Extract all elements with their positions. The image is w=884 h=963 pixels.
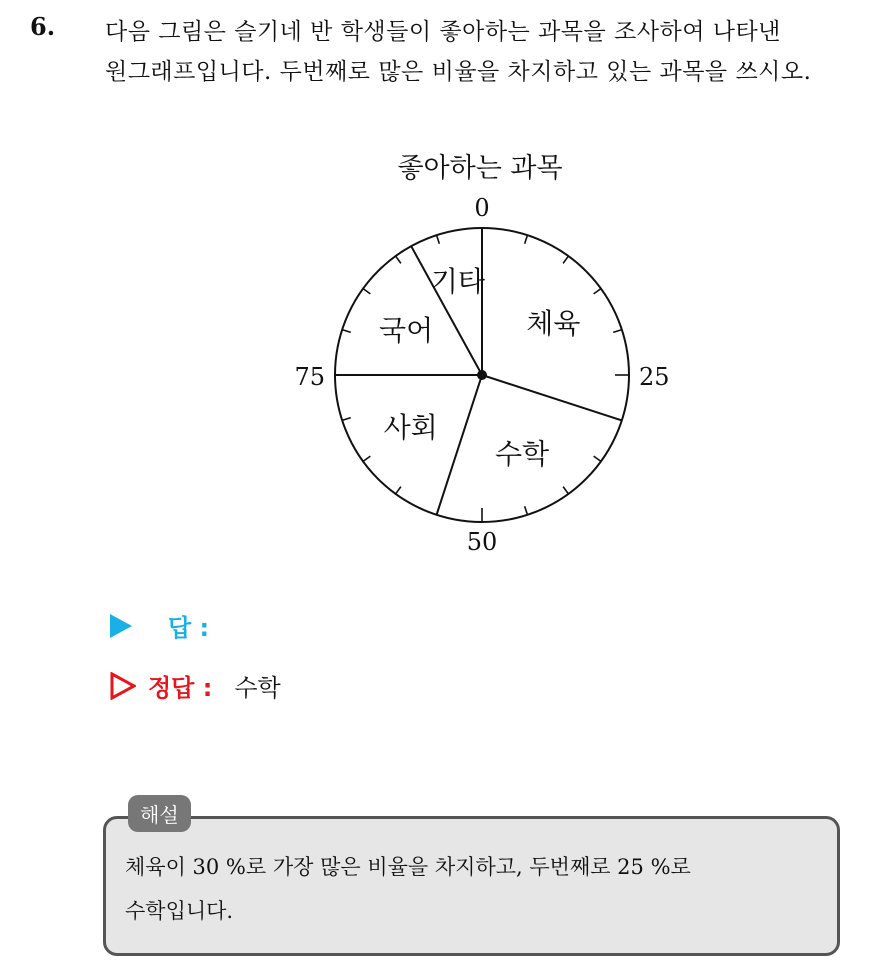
answer-key-value: 수학 — [234, 674, 281, 702]
minor-tick — [437, 235, 440, 244]
outline-triangle-icon — [110, 672, 136, 700]
minor-tick — [396, 487, 401, 494]
answer-key-label: 정답 : — [148, 674, 213, 702]
tick-label-75: 75 — [294, 363, 325, 391]
tick-label-50: 50 — [466, 528, 498, 556]
minor-tick — [563, 487, 568, 494]
tick-label-25: 25 — [639, 363, 670, 391]
slice-label: 국어 — [379, 314, 434, 348]
minor-tick — [613, 330, 622, 333]
minor-tick — [363, 456, 370, 461]
filled-triangle-icon — [110, 614, 132, 638]
chart-title: 좋아하는 과목 — [397, 153, 563, 184]
slice-boundary — [437, 375, 482, 515]
pie-center-dot — [477, 370, 487, 380]
slice-label: 기타 — [430, 265, 485, 299]
minor-tick — [594, 456, 601, 461]
minor-tick — [396, 256, 401, 263]
question-number: 6. — [30, 12, 56, 41]
answer-row — [110, 608, 209, 643]
question-line: 원그래프입니다. 두번째로 많은 비율을 차지하고 있는 과목을 쓰시오. — [105, 59, 812, 85]
minor-tick — [594, 289, 601, 294]
explanation-text — [125, 845, 825, 933]
slice-label: 사회 — [383, 410, 438, 444]
explanation-line: 체육이 30 %로 가장 많은 비율을 차지하고, 두번째로 25 %로 — [125, 855, 691, 879]
explanation-tag: 해설 — [128, 795, 191, 832]
minor-tick — [363, 289, 370, 294]
minor-tick — [342, 418, 351, 421]
tick-label-0: 0 — [474, 194, 490, 222]
minor-tick — [525, 506, 528, 515]
answer-label: 답 : — [168, 614, 210, 642]
explanation-line: 수학입니다. — [125, 899, 234, 923]
slice-label: 수학 — [494, 437, 550, 471]
slice-label: 체육 — [526, 307, 581, 341]
minor-tick — [563, 256, 568, 263]
slice-boundary — [482, 375, 622, 420]
answer-key-row — [110, 668, 281, 703]
minor-tick — [525, 235, 528, 244]
question-line: 다음 그림은 슬기네 반 학생들이 좋아하는 과목을 조사하여 나타낸 — [105, 19, 781, 45]
minor-tick — [342, 330, 351, 333]
